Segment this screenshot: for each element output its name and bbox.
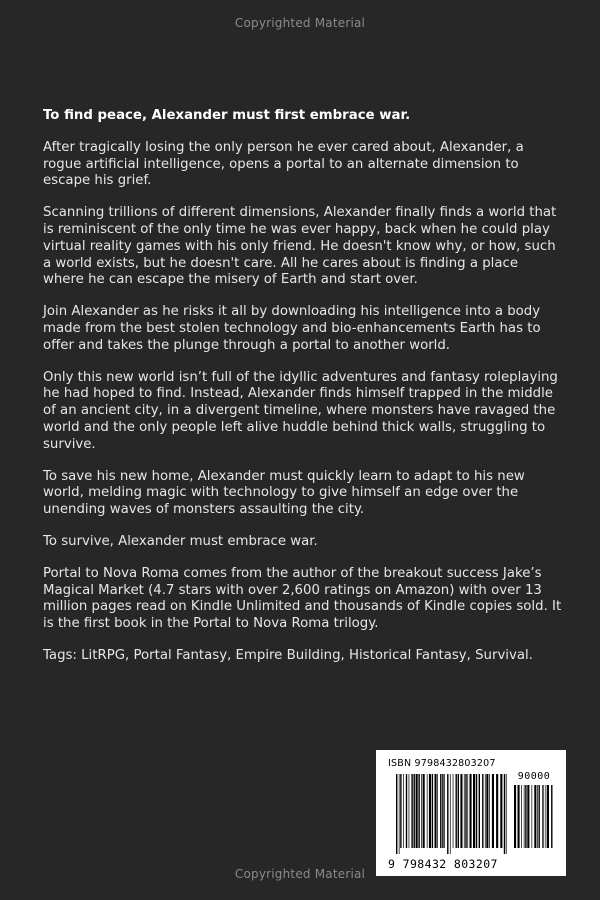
copyright-watermark-bottom: Copyrighted Material: [234, 867, 366, 881]
barcode-bar: [399, 774, 400, 854]
barcode-bar: [521, 785, 522, 848]
barcode-bar: [537, 785, 538, 848]
blurb-paragraph: To survive, Alexander must embrace war.: [43, 533, 318, 549]
ean-digits: 9 798432 803207: [388, 857, 498, 871]
barcode-bar: [444, 774, 445, 848]
barcode-bar: [506, 774, 507, 854]
barcode-bar: [492, 774, 494, 848]
barcode-bar: [534, 785, 536, 848]
barcode-bar: [429, 774, 431, 848]
barcode-bar: [546, 785, 547, 848]
blurb-tags: Tags: LitRPG, Portal Fantasy, Empire Building, Historical Fantasy, Survival.: [43, 647, 533, 663]
barcode-bar: [525, 785, 526, 848]
barcode-bar: [482, 774, 483, 848]
barcode-bar: [414, 774, 415, 848]
blurb-paragraph: To save his new home, Alexander must quickly learn to adapt to his new world, melding magic with technology to give himself an edge over the unending waves of monsters assaulting the city.: [43, 468, 525, 518]
barcode-bar: [437, 774, 438, 848]
blurb-paragraph: Portal to Nova Roma comes from the author of the breakout success Jake’s Magical Market (4.7 stars with over 2,600 ratings on Amazon) with over 13 million pages read on Kindle Unlimited and thousands of Kindle copies sold. It is the first book in the Portal to Nova Roma trilogy.: [43, 565, 562, 632]
barcode-bar: [411, 774, 412, 848]
barcode-bar: [518, 785, 520, 848]
barcode-bar: [432, 774, 433, 848]
barcode-bar: [543, 785, 544, 848]
barcode-bar: [465, 774, 466, 848]
barcode-bar: [464, 774, 465, 848]
barcode-bar: [479, 774, 480, 848]
barcode-bar: [442, 774, 443, 848]
barcode-bar: [440, 774, 441, 848]
isbn-label: ISBN 9798432803207: [388, 758, 496, 769]
barcode-bar: [418, 774, 419, 848]
isbn-barcode-box: [376, 750, 566, 876]
barcode-bar: [470, 774, 472, 848]
barcode-bar: [500, 774, 502, 848]
barcode-bar: [423, 774, 425, 848]
barcode-bar: [496, 774, 498, 848]
blurb-paragraph: Only this new world isn’t full of the idyllic adventures and fantasy roleplaying he had hoped to find. Instead, Alexander finds himself trapped in the middle of an ancient city, in a divergent timeline, where monsters have ravaged the world and the only people left alive huddle behind thick walls, struggling to survive.: [43, 369, 558, 452]
barcode-bar: [539, 785, 540, 848]
barcode-bar: [476, 774, 477, 848]
barcode-graphic: [388, 771, 556, 871]
barcode-bar: [447, 774, 448, 854]
barcode-bar: [456, 774, 457, 848]
barcode-bar: [473, 774, 475, 848]
barcode-bar: [527, 785, 529, 848]
barcode-bar: [406, 774, 407, 848]
barcode-bar: [435, 774, 437, 848]
barcode-bar: [467, 774, 468, 848]
barcode-bar: [427, 774, 428, 848]
barcode-bar: [547, 785, 549, 848]
addon-digits: 90000: [517, 771, 551, 782]
barcode-bar: [453, 774, 454, 848]
barcode-bar: [489, 774, 490, 848]
addon-barcode-bars: [514, 785, 554, 854]
barcode-bar: [400, 774, 401, 848]
back-cover-blurb: [43, 108, 563, 680]
barcode-bar: [514, 785, 516, 848]
barcode-bar: [486, 774, 488, 848]
barcode-bar: [524, 785, 525, 848]
barcode-bar: [485, 774, 486, 848]
barcode-bar: [551, 785, 552, 848]
blurb-paragraph: Join Alexander as he risks it all by downloading his intelligence into a body made from the best stolen technology and bio-enhancements Earth has to offer and takes the plunge through a portal to another world.: [43, 304, 541, 353]
copyright-watermark-top: Copyrighted Material: [234, 16, 366, 30]
barcode-bar: [396, 774, 397, 854]
blurb-paragraph: Scanning trillions of different dimensions, Alexander finally finds a world that is reminiscent of the only time he was ever happy, back when he could play virtual reality games with his only friend. He doesn't know why, or how, such a world exists, but he doesn't care. All he cares about is finding a place where he can escape the misery of Earth and start over.: [43, 205, 557, 288]
barcode-bar: [504, 774, 505, 854]
barcode-bar: [458, 774, 459, 848]
barcode-bar: [532, 785, 533, 848]
ean-barcode-bars: [396, 774, 508, 854]
barcode-bar: [403, 774, 404, 848]
barcode-bar: [409, 774, 410, 848]
barcode-bar: [460, 774, 462, 848]
barcode-bar: [450, 774, 451, 854]
blurb-paragraph: After tragically losing the only person he ever cared about, Alexander, a rogue artificial intelligence, opens a portal to an alternate dimension to escape his grief.: [43, 139, 524, 189]
barcode-bar: [421, 774, 422, 848]
barcode-bar: [542, 785, 543, 848]
blurb-headline: To find peace, Alexander must first embrace war.: [43, 108, 411, 123]
barcode-bar: [416, 774, 418, 848]
